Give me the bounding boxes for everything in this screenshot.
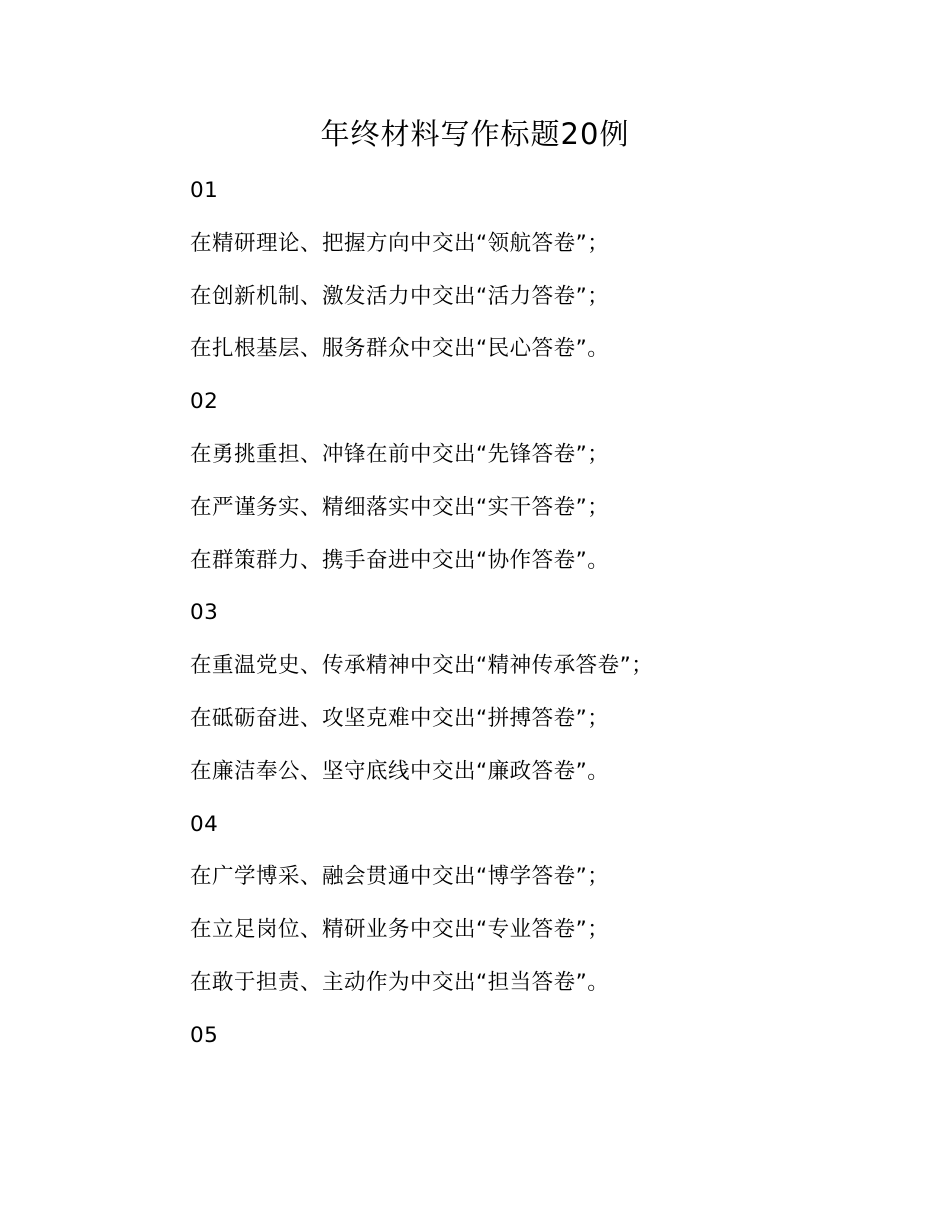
paragraph-line: 在严谨务实、精细落实中交出“实干答卷”； (190, 494, 610, 520)
paragraph-line: 在重温党史、传承精神中交出“精神传承答卷”； (190, 653, 654, 679)
paragraph-line: 在精研理论、把握方向中交出“领航答卷”； (190, 230, 610, 256)
paragraph-line: 在立足岗位、精研业务中交出“专业答卷”； (190, 917, 610, 943)
document-title: 年终材料写作标题20例 (320, 117, 630, 151)
paragraph-line: 在群策群力、携手奋进中交出“协作答卷”。 (190, 547, 610, 573)
section-number: 02 (190, 389, 219, 415)
section-number: 05 (190, 1022, 219, 1048)
section-number: 04 (190, 811, 219, 837)
paragraph-line: 在砥砺奋进、攻坚克难中交出“拼搏答卷”； (190, 705, 610, 731)
paragraph-line: 在勇挑重担、冲锋在前中交出“先锋答卷”； (190, 441, 610, 467)
paragraph-line: 在扎根基层、服务群众中交出“民心答卷”。 (190, 336, 610, 362)
document-body (190, 170, 890, 1068)
section-number: 03 (190, 600, 219, 626)
paragraph-line: 在廉洁奉公、坚守底线中交出“廉政答卷”。 (190, 758, 610, 784)
paragraph-line: 在广学博采、融会贯通中交出“博学答卷”； (190, 864, 610, 890)
paragraph-line: 在创新机制、激发活力中交出“活力答卷”； (190, 283, 610, 309)
section-number: 01 (190, 178, 219, 203)
paragraph-line: 在敢于担责、主动作为中交出“担当答卷”。 (190, 969, 610, 995)
